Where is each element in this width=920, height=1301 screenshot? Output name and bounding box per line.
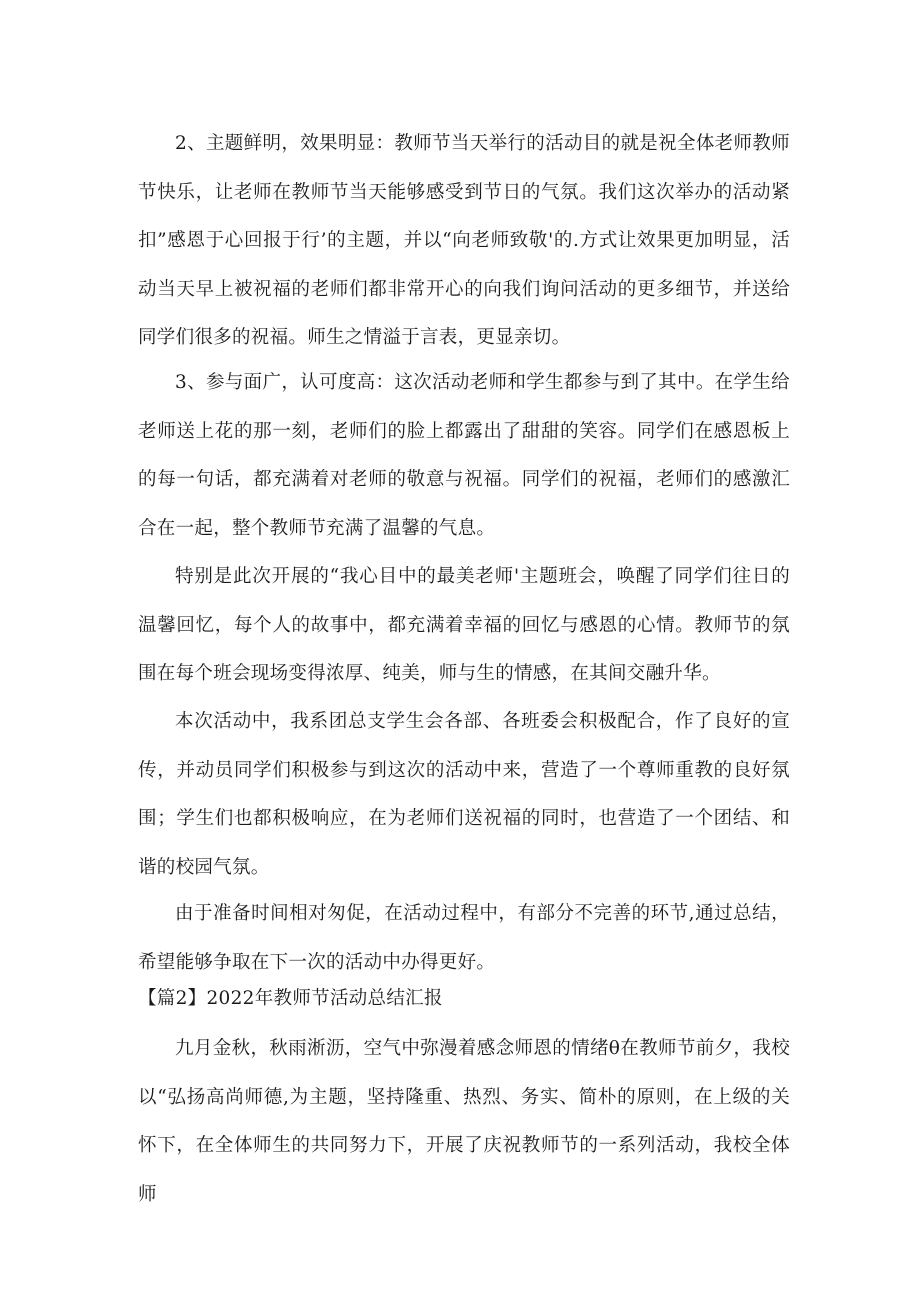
paragraph-participation: 3、参与面广，认可度高：这次活动老师和学生都参与到了其中。在学生给老师送上花的那一刻，老师们的脸上都露出了甜甜的笑容。同学们在感恩板上的每一句话，都充满着对老师的敬意与祝福。同学们的祝福，老师们的感激汇合在一起，整个教师节充满了温馨的气息。 xyxy=(138,372,790,539)
paragraph-autumn: 九月金秋，秋雨淅沥，空气中弥漫着感念师恩的情绪θ在教师节前夕，我校以“弘扬高尚师德,为主题，坚持隆重、热烈、务实、简朴的原则，在上级的关怀下，在全体师生的共同努力下，开展了庆祝教师节的一系列活动，我校全体师 xyxy=(138,1038,790,1205)
paragraph-cooperation: 本次活动中，我系团总支学生会各部、各班委会积极配合，作了良好的宣传，并动员同学们积极参与到这次的活动中来，营造了一个尊师重教的良好氛围；学生们也都积极响应，在为老师们送祝福的同时，也营造了一个团结、和谐的校园气氛。 xyxy=(138,711,790,878)
paragraph-class-meeting: 特别是此次开展的“我心目中的最美老师'主题班会，唤醒了同学们往日的温馨回忆，每个人的故事中，都充满着幸福的回忆与感恩的心情。教师节的氛围在每个班会现场变得浓厚、纯美，师与生的情感，在其间交融升华。 xyxy=(138,566,790,685)
paragraph-theme: 2、主题鲜明，效果明显：教师节当天举行的活动目的就是祝全体老师教师节快乐，让老师在教师节当天能够感受到节日的气氛。我们这次举办的活动紧扣”感恩于心回报于行’的主题，并以“向老师致敬'的.方式让效果更加明显，活动当天早上被祝福的老师们都非常开心的向我们询问活动的更多细节，并送给同学们很多的祝福。师生之情溢于言表，更显亲切。 xyxy=(138,133,790,349)
section-heading: 【篇2】2022年教师节活动总结汇报 xyxy=(138,988,443,1009)
paragraph-improvement: 由于准备时间相对匆促，在活动过程中，有部分不完善的环节,通过总结，希望能够争取在下一次的活动中办得更好。 xyxy=(138,903,790,973)
